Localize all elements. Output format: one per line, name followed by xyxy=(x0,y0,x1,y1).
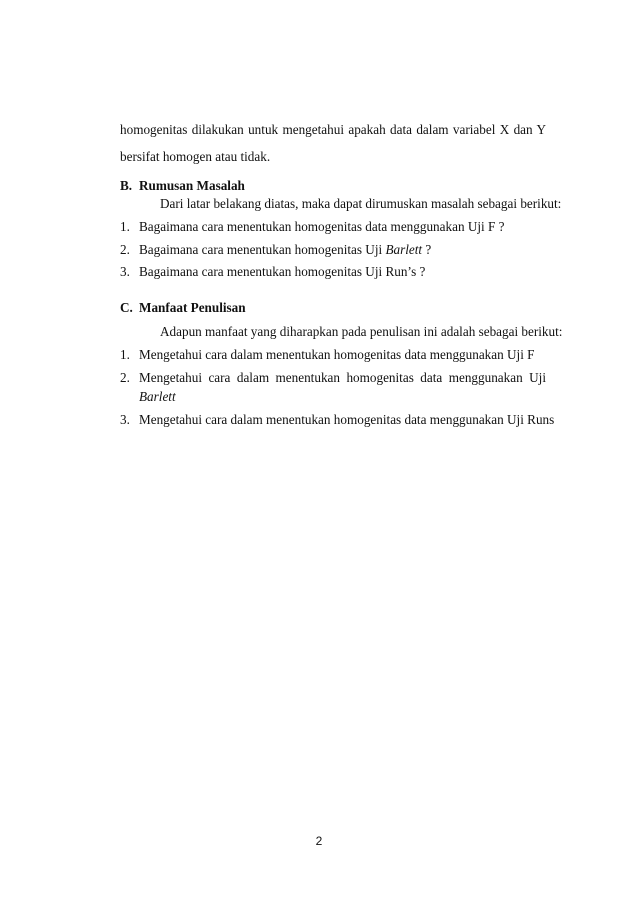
section-c-heading xyxy=(120,300,246,316)
list-item-text-end: ? xyxy=(422,242,432,257)
list-item: Bagaimana cara menentukan homogenitas Uji Run’s ? xyxy=(139,264,426,279)
list-item-number: 2. xyxy=(120,242,130,257)
list-item: Bagaimana cara menentukan homogenitas data menggunakan Uji F ? xyxy=(139,219,505,234)
list-item-number: 3. xyxy=(120,412,130,427)
intro-line-1: homogenitas dilakukan untuk mengetahui apakah data dalam variabel X dan Y xyxy=(120,122,546,137)
section-c-paragraph: Adapun manfaat yang diharapkan pada penulisan ini adalah sebagai berikut: xyxy=(160,324,563,339)
list-item-number: 3. xyxy=(120,264,130,279)
section-b-paragraph: Dari latar belakang diatas, maka dapat dirumuskan masalah sebagai berikut: xyxy=(160,196,562,211)
list-item-number: 2. xyxy=(120,370,130,385)
list-item-text: Bagaimana cara menentukan homogenitas Uji xyxy=(139,242,386,257)
section-c-title: Manfaat Penulisan xyxy=(139,300,246,315)
intro-line-2: bersifat homogen atau tidak. xyxy=(120,149,271,164)
section-b-title: Rumusan Masalah xyxy=(139,178,245,193)
list-item: Mengetahui cara dalam menentukan homogenitas data menggunakan Uji F xyxy=(139,347,535,362)
page-number: 2 xyxy=(315,834,323,848)
list-item-italic: Barlett xyxy=(385,242,423,257)
list-item-italic: Barlett xyxy=(139,389,176,404)
list-item-number: 1. xyxy=(120,347,130,362)
section-b-heading xyxy=(120,178,245,194)
list-item: Mengetahui cara dalam menentukan homogenitas data menggunakan Uji xyxy=(139,370,546,385)
section-c-letter: C. xyxy=(120,300,133,315)
list-item: Mengetahui cara dalam menentukan homogenitas data menggunakan Uji Runs xyxy=(139,412,555,427)
list-item-continuation xyxy=(139,389,546,405)
list-item xyxy=(139,242,546,258)
section-b-letter: B. xyxy=(120,178,133,193)
list-item-number: 1. xyxy=(120,219,130,234)
